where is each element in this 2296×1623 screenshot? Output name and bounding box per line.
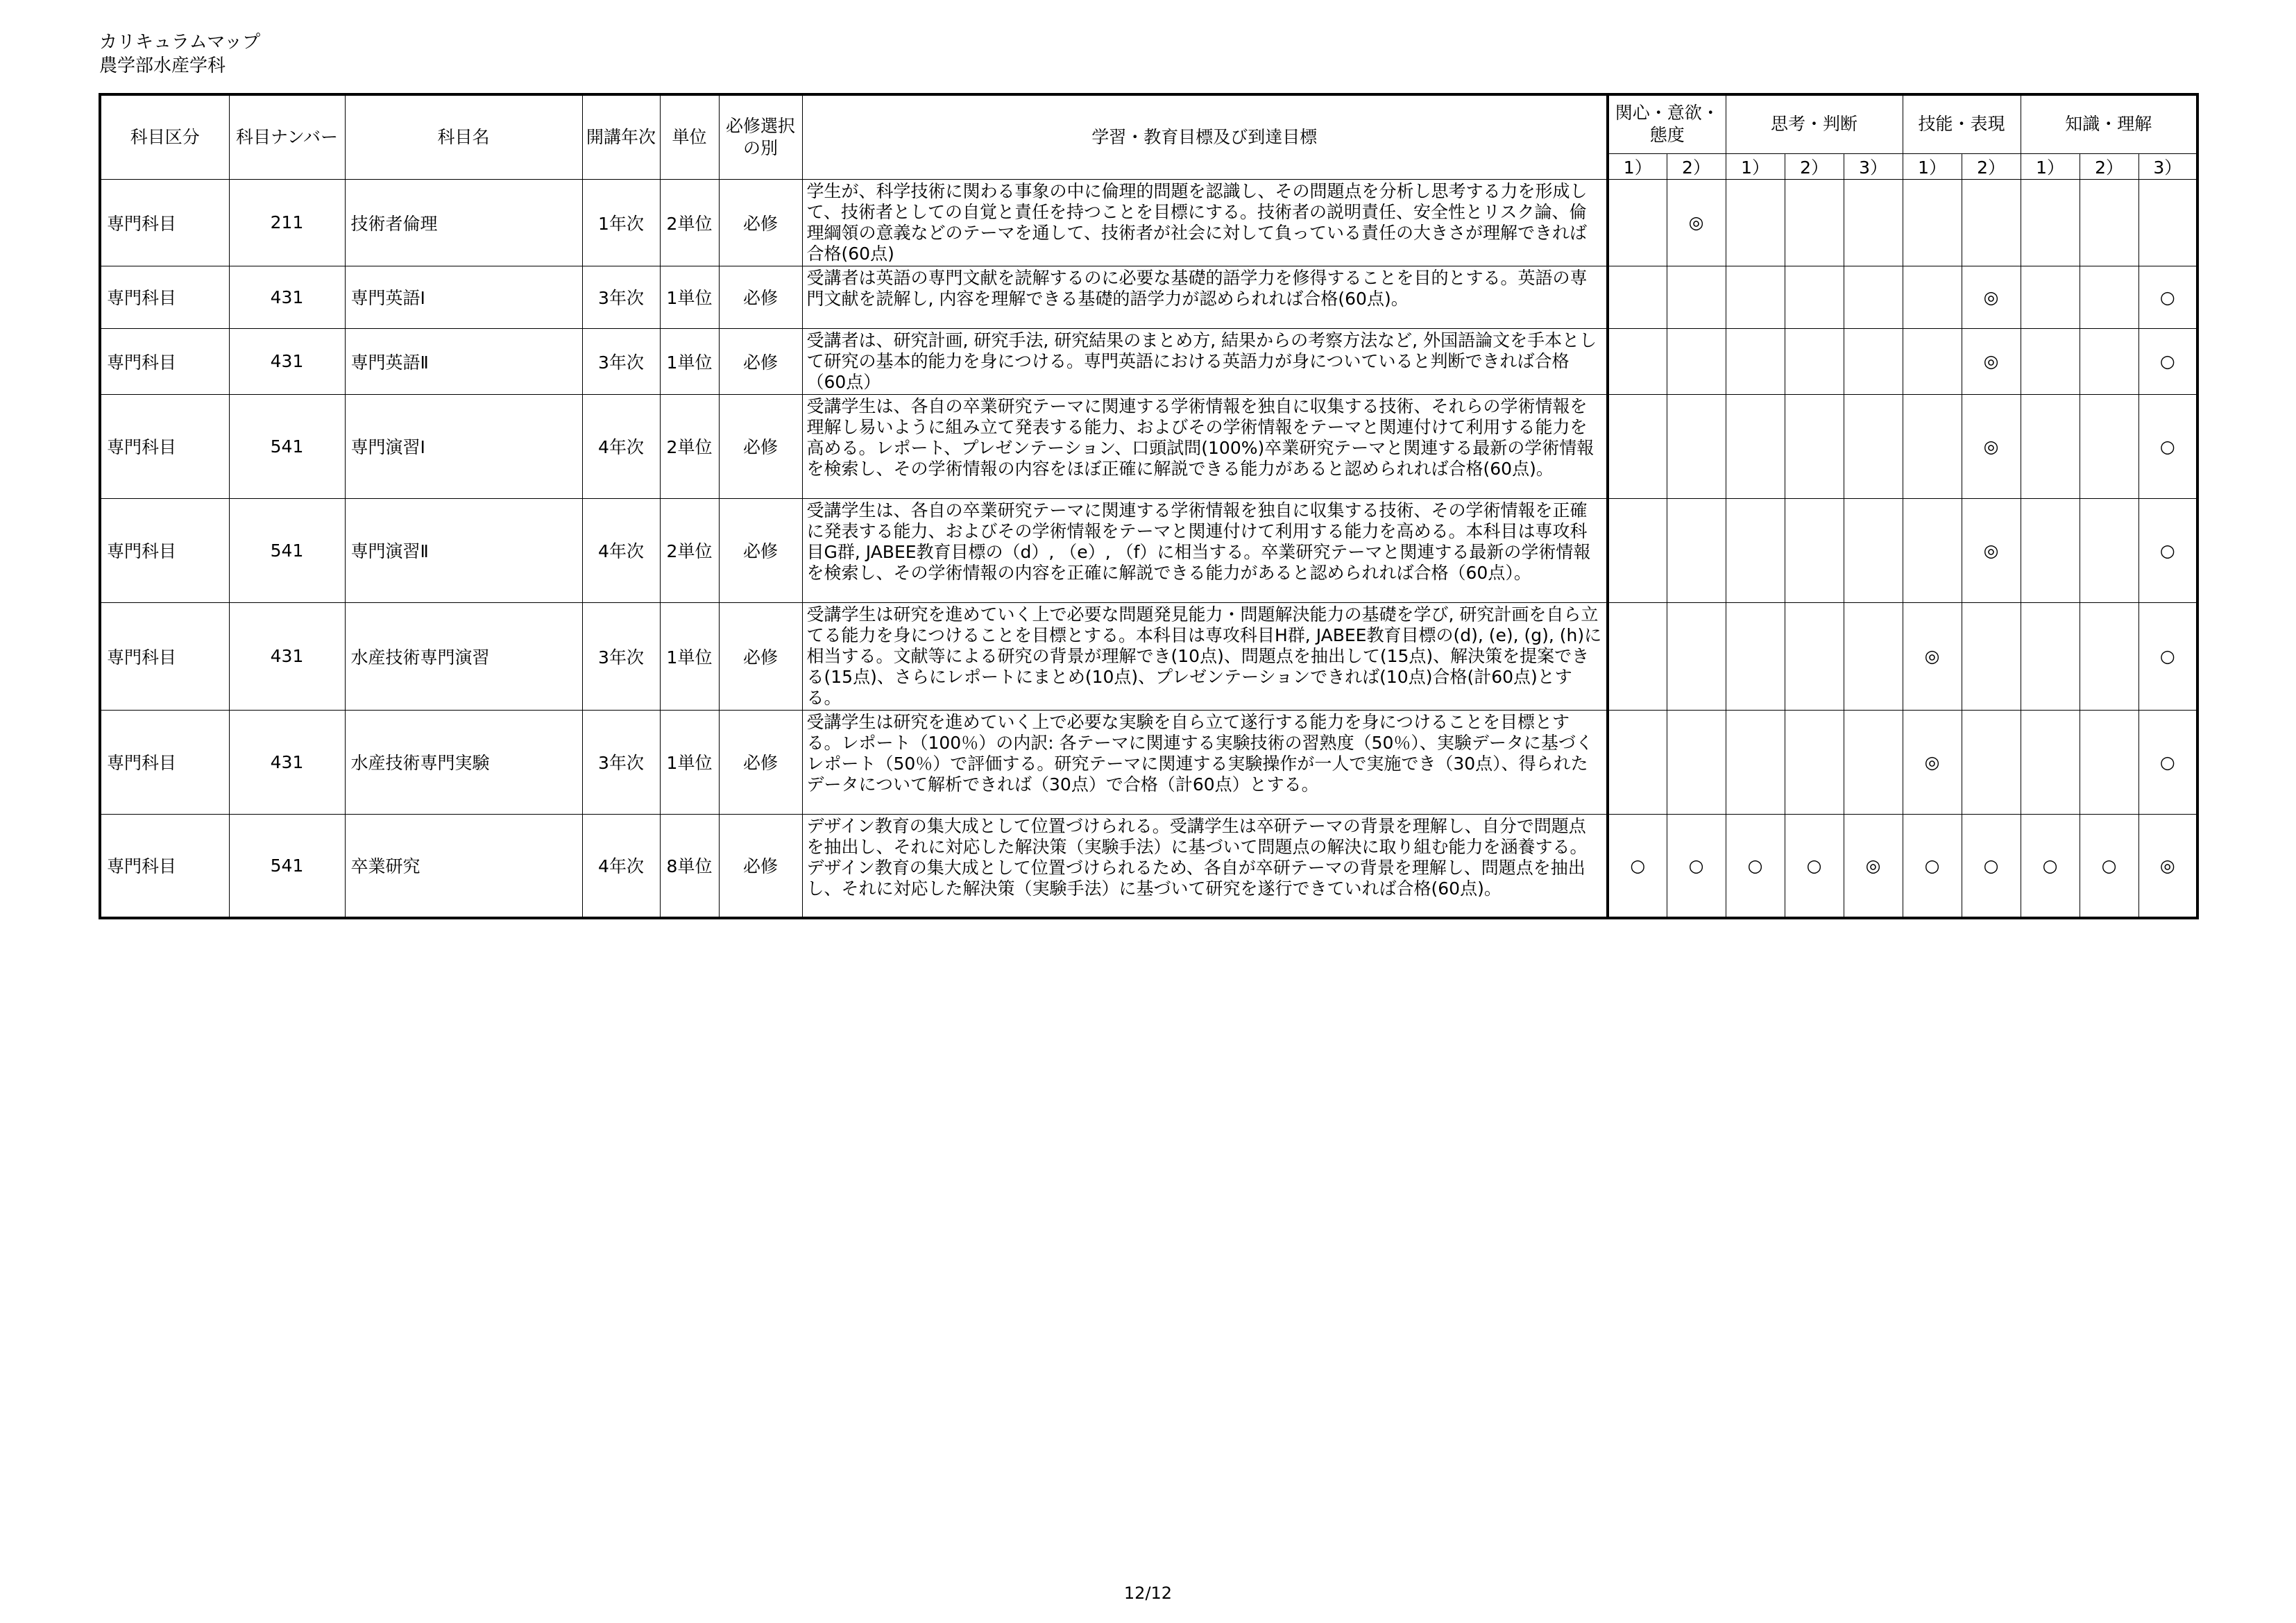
objective-mark bbox=[2080, 394, 2138, 498]
row-required: 必修 bbox=[719, 394, 802, 498]
objective-mark bbox=[1903, 266, 1962, 328]
objective-mark bbox=[1844, 179, 1903, 266]
objective-mark bbox=[1903, 328, 1962, 394]
row-year: 4年次 bbox=[582, 498, 660, 602]
objective-mark bbox=[1608, 394, 1667, 498]
row-year: 1年次 bbox=[582, 179, 660, 266]
objective-mark bbox=[1667, 266, 1726, 328]
header-required bbox=[719, 94, 802, 179]
objective-mark bbox=[1726, 266, 1785, 328]
objective-mark bbox=[1608, 179, 1667, 266]
row-goal: 受講学生は研究を進めていく上で必要な問題発見能力・問題解決能力の基礎を学び, 研究計画を自ら立てる能力を身につけることを目標とする。本科目は専攻科目H群, JABEE教育目標の(d), (e), (g), (h)に相当する。文献等による研究の背景が理解でき(10点)、問題点を抽出して(15点)、解決策を提案できる(15点)、さらにレポートにまとめ(10点)、プレゼンテーションできれば(10点)合格(計60点)とする。 bbox=[802, 602, 1608, 710]
objective-mark bbox=[1785, 394, 1844, 498]
objective-mark bbox=[1962, 710, 2021, 814]
row-year: 4年次 bbox=[582, 814, 660, 918]
row-subject: 水産技術専門演習 bbox=[345, 602, 582, 710]
table-row bbox=[100, 814, 2197, 918]
row-required: 必修 bbox=[719, 179, 802, 266]
department-name: 農学部水産学科 bbox=[99, 56, 226, 76]
objective-mark: ◎ bbox=[1667, 179, 1726, 266]
row-category: 専門科目 bbox=[100, 498, 229, 602]
objective-mark bbox=[1785, 266, 1844, 328]
objective-mark bbox=[1726, 602, 1785, 710]
objective-mark bbox=[1726, 498, 1785, 602]
row-required: 必修 bbox=[719, 498, 802, 602]
objective-mark: ○ bbox=[2138, 394, 2197, 498]
objective-mark bbox=[2138, 179, 2197, 266]
objective-mark bbox=[1608, 266, 1667, 328]
objective-mark bbox=[1608, 602, 1667, 710]
table-row bbox=[100, 498, 2197, 602]
row-number: 541 bbox=[229, 394, 345, 498]
row-number: 431 bbox=[229, 710, 345, 814]
row-subject: 専門演習Ⅱ bbox=[345, 498, 582, 602]
row-number: 431 bbox=[229, 602, 345, 710]
objective-mark: ○ bbox=[1667, 814, 1726, 918]
row-category: 専門科目 bbox=[100, 710, 229, 814]
row-credits: 8単位 bbox=[660, 814, 719, 918]
header-subject: 科目名 bbox=[345, 94, 582, 179]
row-subject: 専門演習Ⅰ bbox=[345, 394, 582, 498]
objective-mark bbox=[1903, 179, 1962, 266]
row-goal: 学生が、科学技術に関わる事象の中に倫理的問題を認識し、その問題点を分析し思考する力を形成して、技術者としての自覚と責任を持つことを目標にする。技術者の説明責任、安全性とリスク論、倫理綱領の意義などのテーマを通して、技術者が社会に対して負っている責任の大きさが理解できれば合格(60点) bbox=[802, 179, 1608, 266]
row-credits: 1単位 bbox=[660, 266, 719, 328]
objective-mark bbox=[1667, 328, 1726, 394]
objective-mark bbox=[2080, 602, 2138, 710]
row-category: 専門科目 bbox=[100, 328, 229, 394]
objective-mark bbox=[1844, 602, 1903, 710]
objective-mark: ◎ bbox=[1844, 814, 1903, 918]
subheader: 1） bbox=[1726, 153, 1785, 179]
header-required-line1: 必修選択 bbox=[725, 115, 795, 136]
row-number: 431 bbox=[229, 328, 345, 394]
subheader: 2） bbox=[1667, 153, 1726, 179]
table-row bbox=[100, 179, 2197, 266]
row-goal: 受講者は英語の専門文献を読解するのに必要な基礎的語学力を修得することを目的とする。英語の専門文献を読解し, 内容を理解できる基礎的語学力が認められれば合格(60点)。 bbox=[802, 266, 1608, 328]
table-row bbox=[100, 328, 2197, 394]
objective-mark: ○ bbox=[2138, 710, 2197, 814]
row-subject: 専門英語Ⅱ bbox=[345, 328, 582, 394]
row-goal: 受講学生は、各自の卒業研究テーマに関連する学術情報を独自に収集する技術、それらの学術情報を理解し易いように組み立て発表する能力、およびその学術情報をテーマと関連付けて利用する能力を高める。レポート、プレゼンテーション、口頭試問(100%)卒業研究テーマと関連する最新の学術情報を検索し、その学術情報の内容をほぼ正確に解説できる能力があると認められれば合格(60点)。 bbox=[802, 394, 1608, 498]
header-year: 開講年次 bbox=[582, 94, 660, 179]
objective-mark bbox=[1844, 328, 1903, 394]
objective-mark bbox=[1785, 602, 1844, 710]
objective-mark: ◎ bbox=[1903, 602, 1962, 710]
objective-mark bbox=[1608, 498, 1667, 602]
objective-mark: ◎ bbox=[1903, 710, 1962, 814]
row-subject: 水産技術専門実験 bbox=[345, 710, 582, 814]
objective-mark: ○ bbox=[1785, 814, 1844, 918]
objective-mark bbox=[1962, 602, 2021, 710]
row-required: 必修 bbox=[719, 328, 802, 394]
objective-mark: ○ bbox=[2021, 814, 2080, 918]
objective-mark bbox=[1667, 394, 1726, 498]
objective-mark: ○ bbox=[2138, 498, 2197, 602]
row-credits: 1単位 bbox=[660, 710, 719, 814]
row-credits: 1単位 bbox=[660, 328, 719, 394]
row-year: 4年次 bbox=[582, 394, 660, 498]
row-year: 3年次 bbox=[582, 710, 660, 814]
objective-mark bbox=[2021, 498, 2080, 602]
document-title: カリキュラムマップ bbox=[99, 32, 261, 53]
objective-mark bbox=[1844, 710, 1903, 814]
row-required: 必修 bbox=[719, 710, 802, 814]
objective-mark bbox=[1726, 179, 1785, 266]
objective-mark: ◎ bbox=[1962, 394, 2021, 498]
objective-mark: ◎ bbox=[1962, 328, 2021, 394]
subheader: 2） bbox=[2080, 153, 2138, 179]
header-group-interest-line1: 関心・意欲・ bbox=[1615, 103, 1719, 124]
subheader: 1） bbox=[1903, 153, 1962, 179]
objective-mark bbox=[2021, 602, 2080, 710]
row-year: 3年次 bbox=[582, 328, 660, 394]
row-subject: 専門英語Ⅰ bbox=[345, 266, 582, 328]
objective-mark: ○ bbox=[2138, 602, 2197, 710]
row-credits: 2単位 bbox=[660, 498, 719, 602]
row-year: 3年次 bbox=[582, 266, 660, 328]
objective-mark bbox=[1726, 710, 1785, 814]
objective-mark bbox=[2021, 266, 2080, 328]
row-number: 431 bbox=[229, 266, 345, 328]
objective-mark bbox=[2080, 328, 2138, 394]
objective-mark bbox=[2080, 266, 2138, 328]
row-category: 専門科目 bbox=[100, 266, 229, 328]
header-category: 科目区分 bbox=[100, 94, 229, 179]
row-subject: 技術者倫理 bbox=[345, 179, 582, 266]
row-number: 211 bbox=[229, 179, 345, 266]
header-group-interest-line2: 態度 bbox=[1649, 125, 1685, 146]
header-goals: 学習・教育目標及び到達目標 bbox=[802, 94, 1608, 179]
row-required: 必修 bbox=[719, 602, 802, 710]
header-group-interest bbox=[1608, 94, 1726, 153]
row-goal: 受講学生は、各自の卒業研究テーマに関連する学術情報を独自に収集する技術、その学術情報を正確に発表する能力、およびその学術情報をテーマと関連付けて利用する能力を高める。本科目は専攻科目G群, JABEE教育目標の（d）, （e）, （f）に相当する。卒業研究テーマと関連する最新の学術情報を検索し、その学術情報の内容を正確に解説できる能力があると認められれば合格（60点）。 bbox=[802, 498, 1608, 602]
row-category: 専門科目 bbox=[100, 814, 229, 918]
objective-mark bbox=[2080, 710, 2138, 814]
objective-mark: ○ bbox=[1726, 814, 1785, 918]
table-row bbox=[100, 266, 2197, 328]
row-category: 専門科目 bbox=[100, 602, 229, 710]
header-credits: 単位 bbox=[660, 94, 719, 179]
header-group-thinking: 思考・判断 bbox=[1726, 94, 1903, 153]
objective-mark bbox=[1608, 328, 1667, 394]
objective-mark bbox=[1785, 328, 1844, 394]
row-number: 541 bbox=[229, 498, 345, 602]
objective-mark: ○ bbox=[2138, 266, 2197, 328]
objective-mark: ○ bbox=[1608, 814, 1667, 918]
row-required: 必修 bbox=[719, 814, 802, 918]
objective-mark bbox=[1785, 710, 1844, 814]
objective-mark: ○ bbox=[1962, 814, 2021, 918]
table-row bbox=[100, 602, 2197, 710]
curriculum-map-table bbox=[99, 93, 2199, 919]
page-number: 12/12 bbox=[1123, 1583, 1173, 1603]
header-number: 科目ナンバー bbox=[229, 94, 345, 179]
objective-mark: ◎ bbox=[1962, 498, 2021, 602]
objective-mark bbox=[2080, 498, 2138, 602]
objective-mark: ○ bbox=[2138, 328, 2197, 394]
table-row bbox=[100, 710, 2197, 814]
subheader: 2） bbox=[1785, 153, 1844, 179]
header-required-line2: の別 bbox=[742, 137, 778, 158]
row-goal: デザイン教育の集大成として位置づけられる。受講学生は卒研テーマの背景を理解し、自分で問題点を抽出し、それに対応した解決策（実験手法）に基づいて問題点の解決に取り組む能力を涵養する。デザイン教育の集大成として位置づけられるため、各自が卒研テーマの背景を理解し、問題点を抽出し、それに対応した解決策（実験手法）に基づいて研究を遂行できていれば合格(60点)。 bbox=[802, 814, 1608, 918]
objective-mark bbox=[1903, 394, 1962, 498]
objective-mark bbox=[1726, 328, 1785, 394]
objective-mark bbox=[1962, 179, 2021, 266]
objective-mark bbox=[1844, 498, 1903, 602]
objective-mark bbox=[1844, 394, 1903, 498]
row-credits: 1単位 bbox=[660, 602, 719, 710]
row-number: 541 bbox=[229, 814, 345, 918]
row-subject: 卒業研究 bbox=[345, 814, 582, 918]
objective-mark bbox=[1667, 498, 1726, 602]
objective-mark bbox=[2021, 710, 2080, 814]
objective-mark bbox=[2021, 394, 2080, 498]
row-year: 3年次 bbox=[582, 602, 660, 710]
row-category: 専門科目 bbox=[100, 394, 229, 498]
objective-mark bbox=[1903, 498, 1962, 602]
subheader: 2） bbox=[1962, 153, 2021, 179]
objective-mark: ◎ bbox=[1962, 266, 2021, 328]
row-credits: 2単位 bbox=[660, 394, 719, 498]
subheader: 1） bbox=[2021, 153, 2080, 179]
row-goal: 受講学生は研究を進めていく上で必要な実験を自ら立て遂行する能力を身につけることを目標とする。レポート（100％）の内訳: 各テーマに関連する実験技術の習熟度（50％）、実験データに基づくレポート（50％）で評価する。研究テーマに関連する実験操作が一人で実施でき（30点）、得られたデータについて解析できれば（30点）で合格（計60点）とする。 bbox=[802, 710, 1608, 814]
row-goal: 受講者は、研究計画, 研究手法, 研究結果のまとめ方, 結果からの考察方法など, 外国語論文を手本として研究の基本的能力を身につける。専門英語における英語力が身についていると判断できれば合格（60点） bbox=[802, 328, 1608, 394]
subheader: 3） bbox=[1844, 153, 1903, 179]
objective-mark: ○ bbox=[2080, 814, 2138, 918]
objective-mark bbox=[1608, 710, 1667, 814]
row-required: 必修 bbox=[719, 266, 802, 328]
header-group-skill: 技能・表現 bbox=[1903, 94, 2021, 153]
objective-mark bbox=[1667, 710, 1726, 814]
objective-mark bbox=[2021, 179, 2080, 266]
table-row bbox=[100, 394, 2197, 498]
objective-mark bbox=[1785, 498, 1844, 602]
objective-mark bbox=[1844, 266, 1903, 328]
row-credits: 2単位 bbox=[660, 179, 719, 266]
row-category: 専門科目 bbox=[100, 179, 229, 266]
header-group-knowledge: 知識・理解 bbox=[2021, 94, 2197, 153]
objective-mark bbox=[1667, 602, 1726, 710]
objective-mark bbox=[1785, 179, 1844, 266]
objective-mark bbox=[1726, 394, 1785, 498]
subheader: 3） bbox=[2138, 153, 2197, 179]
objective-mark bbox=[2021, 328, 2080, 394]
objective-mark: ○ bbox=[1903, 814, 1962, 918]
subheader: 1） bbox=[1608, 153, 1667, 179]
objective-mark: ◎ bbox=[2138, 814, 2197, 918]
objective-mark bbox=[2080, 179, 2138, 266]
